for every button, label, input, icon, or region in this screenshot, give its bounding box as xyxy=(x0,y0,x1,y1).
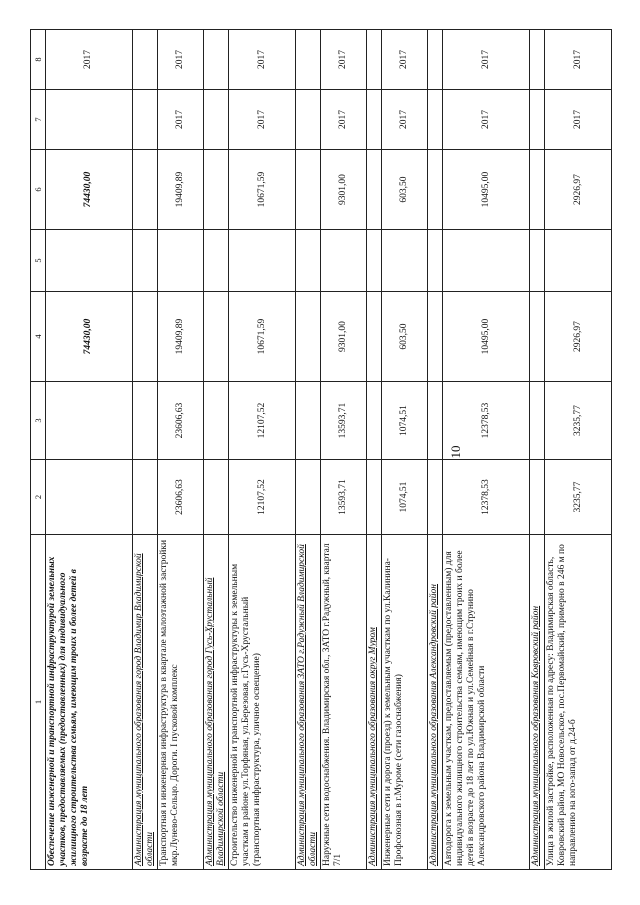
amount-cell xyxy=(545,230,612,292)
amount-cell: 2926,97 xyxy=(545,292,612,382)
empty-cell xyxy=(132,460,157,535)
empty-cell xyxy=(428,382,443,460)
amount-cell: 13593,71 xyxy=(320,382,366,460)
empty-cell xyxy=(367,230,382,292)
amount-cell: 3235,77 xyxy=(545,460,612,535)
year-cell: 2017 xyxy=(157,90,203,150)
amount-cell xyxy=(46,382,133,460)
section-row xyxy=(295,30,320,870)
empty-cell xyxy=(295,460,320,535)
table-row xyxy=(443,30,530,870)
empty-cell xyxy=(367,30,382,90)
header-cell: 1 xyxy=(31,535,46,870)
amount-cell: 2926,97 xyxy=(545,150,612,230)
empty-cell xyxy=(530,90,545,150)
year-cell: 2017 xyxy=(320,90,366,150)
amount-cell: 10495,00 xyxy=(443,292,530,382)
section-cell xyxy=(204,535,229,870)
table-row xyxy=(545,30,612,870)
empty-cell xyxy=(132,150,157,230)
table-row xyxy=(229,30,296,870)
empty-cell xyxy=(132,90,157,150)
year-cell: 2017 xyxy=(157,30,203,90)
year-cell: 2017 xyxy=(443,30,530,90)
empty-cell xyxy=(428,90,443,150)
empty-cell xyxy=(428,30,443,90)
amount-cell: 10671,59 xyxy=(229,292,296,382)
amount-cell: 10495,00 xyxy=(443,150,530,230)
empty-cell xyxy=(530,30,545,90)
description-cell: Наружные сети водоснабжения. Владимирская обл., ЗАТО г.Радужный, квартал 7/1 xyxy=(320,535,366,870)
description-cell: Инженерные сети и дорога (проезд) к земельным участкам по ул.Калинина-Профсоюзная в г.Муроме (сети газоснабжения) xyxy=(382,535,428,870)
description-cell: Транспортная и инженерная инфраструктура в квартале малоэтажной застройки мкр.Лунево-Сельцо. Дороги. I пусковой комплекс xyxy=(157,535,203,870)
empty-cell xyxy=(530,292,545,382)
amount-cell xyxy=(229,230,296,292)
empty-cell xyxy=(295,30,320,90)
table-row xyxy=(157,30,203,870)
amount-cell xyxy=(320,230,366,292)
year-cell: 2017 xyxy=(443,90,530,150)
header-cell: 2 xyxy=(31,460,46,535)
year-cell: 2017 xyxy=(229,30,296,90)
empty-cell xyxy=(530,150,545,230)
amount-cell: 603,50 xyxy=(382,292,428,382)
empty-cell xyxy=(132,382,157,460)
description-cell: Автодорога к земельным участкам, предоставляемым (предоставленным) для индивидуального жилищного строительства семьям, имеющим троих и более детей в возрасте до 18 лет по ул.Южная и ул.Семейная в г.Струнино Александровского района Владимирской области xyxy=(443,535,530,870)
amount-cell xyxy=(46,230,133,292)
amount-cell: 1074,51 xyxy=(382,460,428,535)
page-number: 10 xyxy=(448,445,463,459)
empty-cell xyxy=(204,90,229,150)
description-cell: Строительство инженерной и транспортной инфраструктуры к земельным участкам в районе ул.Торфяная, ул.Березовая, г.Гусь-Хрустальный (транспортная инфраструктура, уличное освещение) xyxy=(229,535,296,870)
year-cell: 2017 xyxy=(545,90,612,150)
section-row xyxy=(367,30,382,870)
empty-cell xyxy=(204,150,229,230)
amount-cell: 12378,53 xyxy=(443,382,530,460)
description-cell: Улица в жилой застройке, расположенная по адресу: Владимирская область, Ковровский район, МО Новосельское, пос.Первомайский, примерно в 246 м по направлению на юго-запад от д.24-б xyxy=(545,535,612,870)
section-title: Администрация муниципального образования Ковровский район xyxy=(531,605,542,866)
empty-cell xyxy=(295,150,320,230)
header-cell: 3 xyxy=(31,382,46,460)
amount-cell xyxy=(46,460,133,535)
amount-cell: 1074,51 xyxy=(382,382,428,460)
empty-cell xyxy=(204,382,229,460)
empty-cell xyxy=(367,150,382,230)
amount-cell: 9301,00 xyxy=(320,292,366,382)
amount-cell: 74430,00 xyxy=(46,150,133,230)
table-row xyxy=(320,30,366,870)
amount-cell: 3235,77 xyxy=(545,382,612,460)
section-title: Администрация муниципального образования город Владимир Владимирской области xyxy=(133,553,155,866)
amount-cell xyxy=(157,230,203,292)
header-cell: 5 xyxy=(31,230,46,292)
empty-cell xyxy=(204,292,229,382)
empty-cell xyxy=(530,230,545,292)
year-cell xyxy=(46,90,133,150)
year-cell: 2017 xyxy=(46,30,133,90)
section-cell xyxy=(367,535,382,870)
empty-cell xyxy=(367,382,382,460)
section-title: Администрация муниципального образования округ Муром xyxy=(368,627,379,866)
empty-cell xyxy=(530,382,545,460)
amount-cell: 10671,59 xyxy=(229,150,296,230)
empty-cell xyxy=(428,150,443,230)
amount-cell: 13593,71 xyxy=(320,460,366,535)
year-cell: 2017 xyxy=(382,30,428,90)
section-cell xyxy=(295,535,320,870)
empty-cell xyxy=(367,292,382,382)
amount-cell xyxy=(443,230,530,292)
amount-cell: 603,50 xyxy=(382,150,428,230)
empty-cell xyxy=(204,230,229,292)
investment-table xyxy=(30,30,612,870)
section-row xyxy=(530,30,545,870)
empty-cell xyxy=(132,292,157,382)
header-cell: 4 xyxy=(31,292,46,382)
empty-cell xyxy=(428,230,443,292)
year-cell: 2017 xyxy=(545,30,612,90)
empty-cell xyxy=(295,292,320,382)
amount-cell: 9301,00 xyxy=(320,150,366,230)
section-title: Администрация муниципального образования Александровский район xyxy=(429,583,440,866)
header-cell: 6 xyxy=(31,150,46,230)
amount-cell: 19409,89 xyxy=(157,150,203,230)
section-cell xyxy=(428,535,443,870)
description-cell: Обеспечение инженерной и транспортной инфраструктурой земельных участков, предоставляемых (предоставленных) для индивидуального жилищного строительства семьям, имеющим троих и более детей в возрасте до 18 лет xyxy=(46,535,133,870)
section-cell xyxy=(530,535,545,870)
section-title: Администрация муниципального образования город Гусь-Хрустальный Владимирской области xyxy=(205,577,227,866)
year-cell: 2017 xyxy=(229,90,296,150)
header-cell: 7 xyxy=(31,90,46,150)
empty-cell xyxy=(428,460,443,535)
year-cell: 2017 xyxy=(382,90,428,150)
header-row xyxy=(31,30,46,870)
year-cell: 2017 xyxy=(320,30,366,90)
table-row xyxy=(46,30,133,870)
empty-cell xyxy=(204,460,229,535)
section-cell xyxy=(132,535,157,870)
section-title: Администрация муниципального образования ЗАТО г.Радужный Владимирской области xyxy=(296,544,318,866)
empty-cell xyxy=(428,292,443,382)
amount-cell: 12378,53 xyxy=(443,460,530,535)
section-row xyxy=(132,30,157,870)
empty-cell xyxy=(530,460,545,535)
empty-cell xyxy=(295,90,320,150)
empty-cell xyxy=(295,382,320,460)
empty-cell xyxy=(367,90,382,150)
empty-cell xyxy=(132,30,157,90)
empty-cell xyxy=(204,30,229,90)
empty-cell xyxy=(132,230,157,292)
empty-cell xyxy=(295,230,320,292)
section-row xyxy=(204,30,229,870)
amount-cell: 12107,52 xyxy=(229,382,296,460)
amount-cell: 23606,63 xyxy=(157,382,203,460)
amount-cell: 19409,89 xyxy=(157,292,203,382)
header-cell: 8 xyxy=(31,30,46,90)
amount-cell: 23606,63 xyxy=(157,460,203,535)
amount-cell xyxy=(382,230,428,292)
table-row xyxy=(382,30,428,870)
empty-cell xyxy=(367,460,382,535)
amount-cell: 74430,00 xyxy=(46,292,133,382)
amount-cell: 12107,52 xyxy=(229,460,296,535)
section-row xyxy=(428,30,443,870)
